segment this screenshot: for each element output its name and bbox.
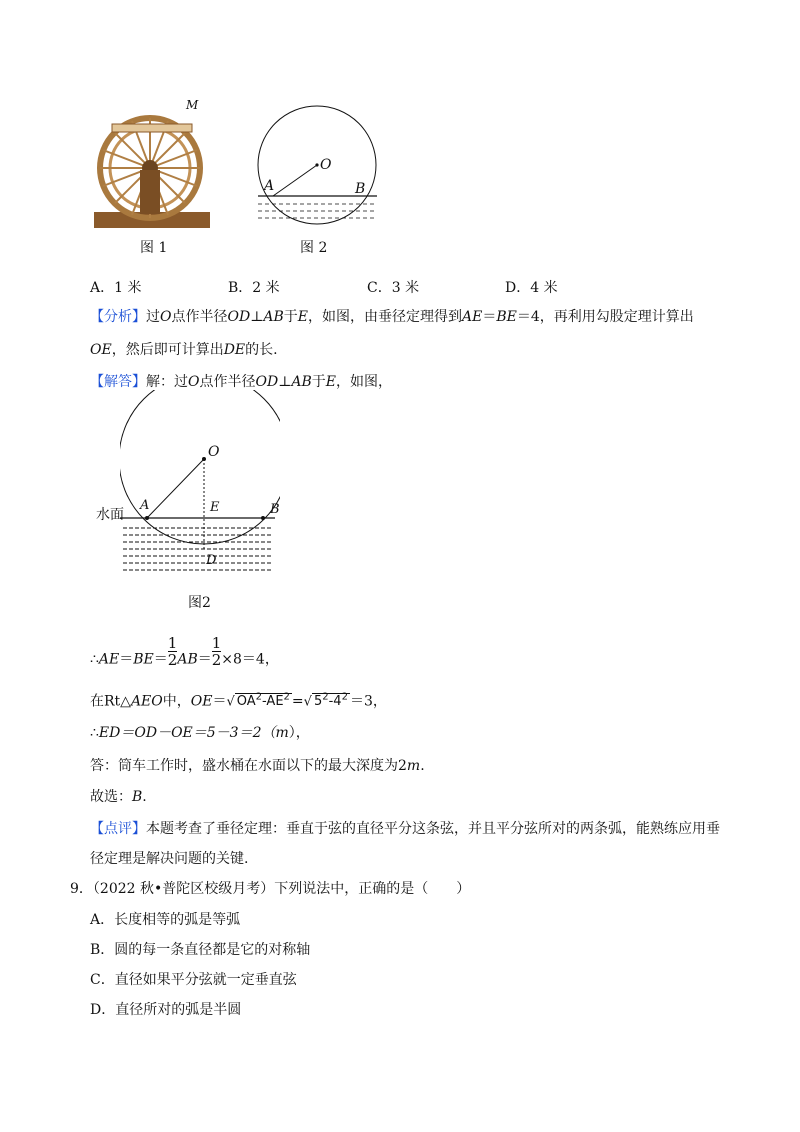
fig3-label-b: B — [270, 502, 280, 517]
analysis-line-2: OE，然后即可计算出DE的长. — [90, 342, 278, 358]
analysis-line-1: 【分析】过O点作半径OD⊥AB于E，如图，由垂径定理得到AE＝BE＝4，再利用勾股定理计算出 — [90, 309, 694, 325]
sqrt-sign-1: √ — [226, 694, 235, 710]
q9-option-b: B．圆的每一条直径都是它的对称轴 — [90, 942, 311, 958]
circle-diagram-fig2 — [250, 95, 380, 225]
solution-line-1: 【解答】解：过O点作半径OD⊥AB于E，如图， — [90, 374, 392, 390]
analysis-tag: 【分析】 — [90, 309, 146, 325]
fraction-half-1: $\frac{1}{2}$ — [167, 634, 178, 669]
solution-tag: 【解答】 — [90, 374, 146, 390]
fig3-label-e: E — [210, 500, 220, 515]
fraction-half-2: $\frac{1}{2}$ — [211, 634, 222, 669]
fig3-label-o: O — [208, 444, 220, 460]
fig2-caption: 图 2 — [300, 240, 328, 256]
fig3-label-d: D — [206, 553, 217, 568]
radicand-2: $5^2-4^2$ — [313, 692, 348, 710]
fig2-label-b: B — [355, 181, 366, 197]
fig3-label-water: 水面 — [96, 507, 124, 523]
q9-option-d: D．直径所对的弧是半圆 — [90, 1002, 242, 1018]
sqrt-sign-2: √ — [303, 694, 312, 710]
comment-tag: 【点评】 — [90, 821, 146, 837]
fig3-label-a: A — [140, 498, 150, 513]
comment-line-2: 径定理是解决问题的关键. — [90, 851, 249, 867]
fig2-label-a: A — [264, 178, 275, 194]
q9-option-c: C．直径如果平分弦就一定垂直弦 — [90, 972, 297, 988]
solution-step-1: ∴AE＝BE＝ $\frac{1}{2}$ AB＝ $\frac{1}{2}$ ×8＝4， — [90, 634, 279, 669]
option-b: B．2 米 — [228, 280, 280, 296]
water-wheel-photo — [92, 100, 212, 230]
fig2-label-o: O — [320, 157, 332, 173]
option-a: A．1 米 — [90, 280, 142, 296]
solution-answer: 答：筒车工作时，盛水桶在水面以下的最大深度为2m. — [90, 758, 425, 774]
comment-line-1: 【点评】本题考查了垂径定理：垂直于弦的直径平分这条弦，并且平分弦所对的两条弧，能熟练应用垂 — [90, 821, 720, 837]
fig3-caption: 图2 — [188, 595, 211, 611]
radicand-1: $OA^2-AE^2$ — [236, 692, 290, 710]
solution-step-2: 在Rt△AEO中，OE＝√ $OA^2-AE^2$ =√ $5^2-4^2 =3$， — [90, 692, 387, 710]
fig1-caption: 图 1 — [140, 240, 168, 256]
option-d: D．4 米 — [505, 280, 558, 296]
solution-circle-diagram — [120, 390, 280, 590]
question-9-stem: 9．（2022 秋•普陀区校级月考）下列说法中，正确的是（ ） — [70, 881, 471, 897]
fig1-label-m: M — [186, 98, 199, 112]
solution-choice: 故选：B. — [90, 789, 147, 805]
solution-step-3: ∴ED＝OD－OE＝5－3＝2（m）， — [90, 725, 310, 741]
q9-option-a: A．长度相等的弧是等弧 — [90, 912, 241, 928]
option-c: C．3 米 — [367, 280, 420, 296]
